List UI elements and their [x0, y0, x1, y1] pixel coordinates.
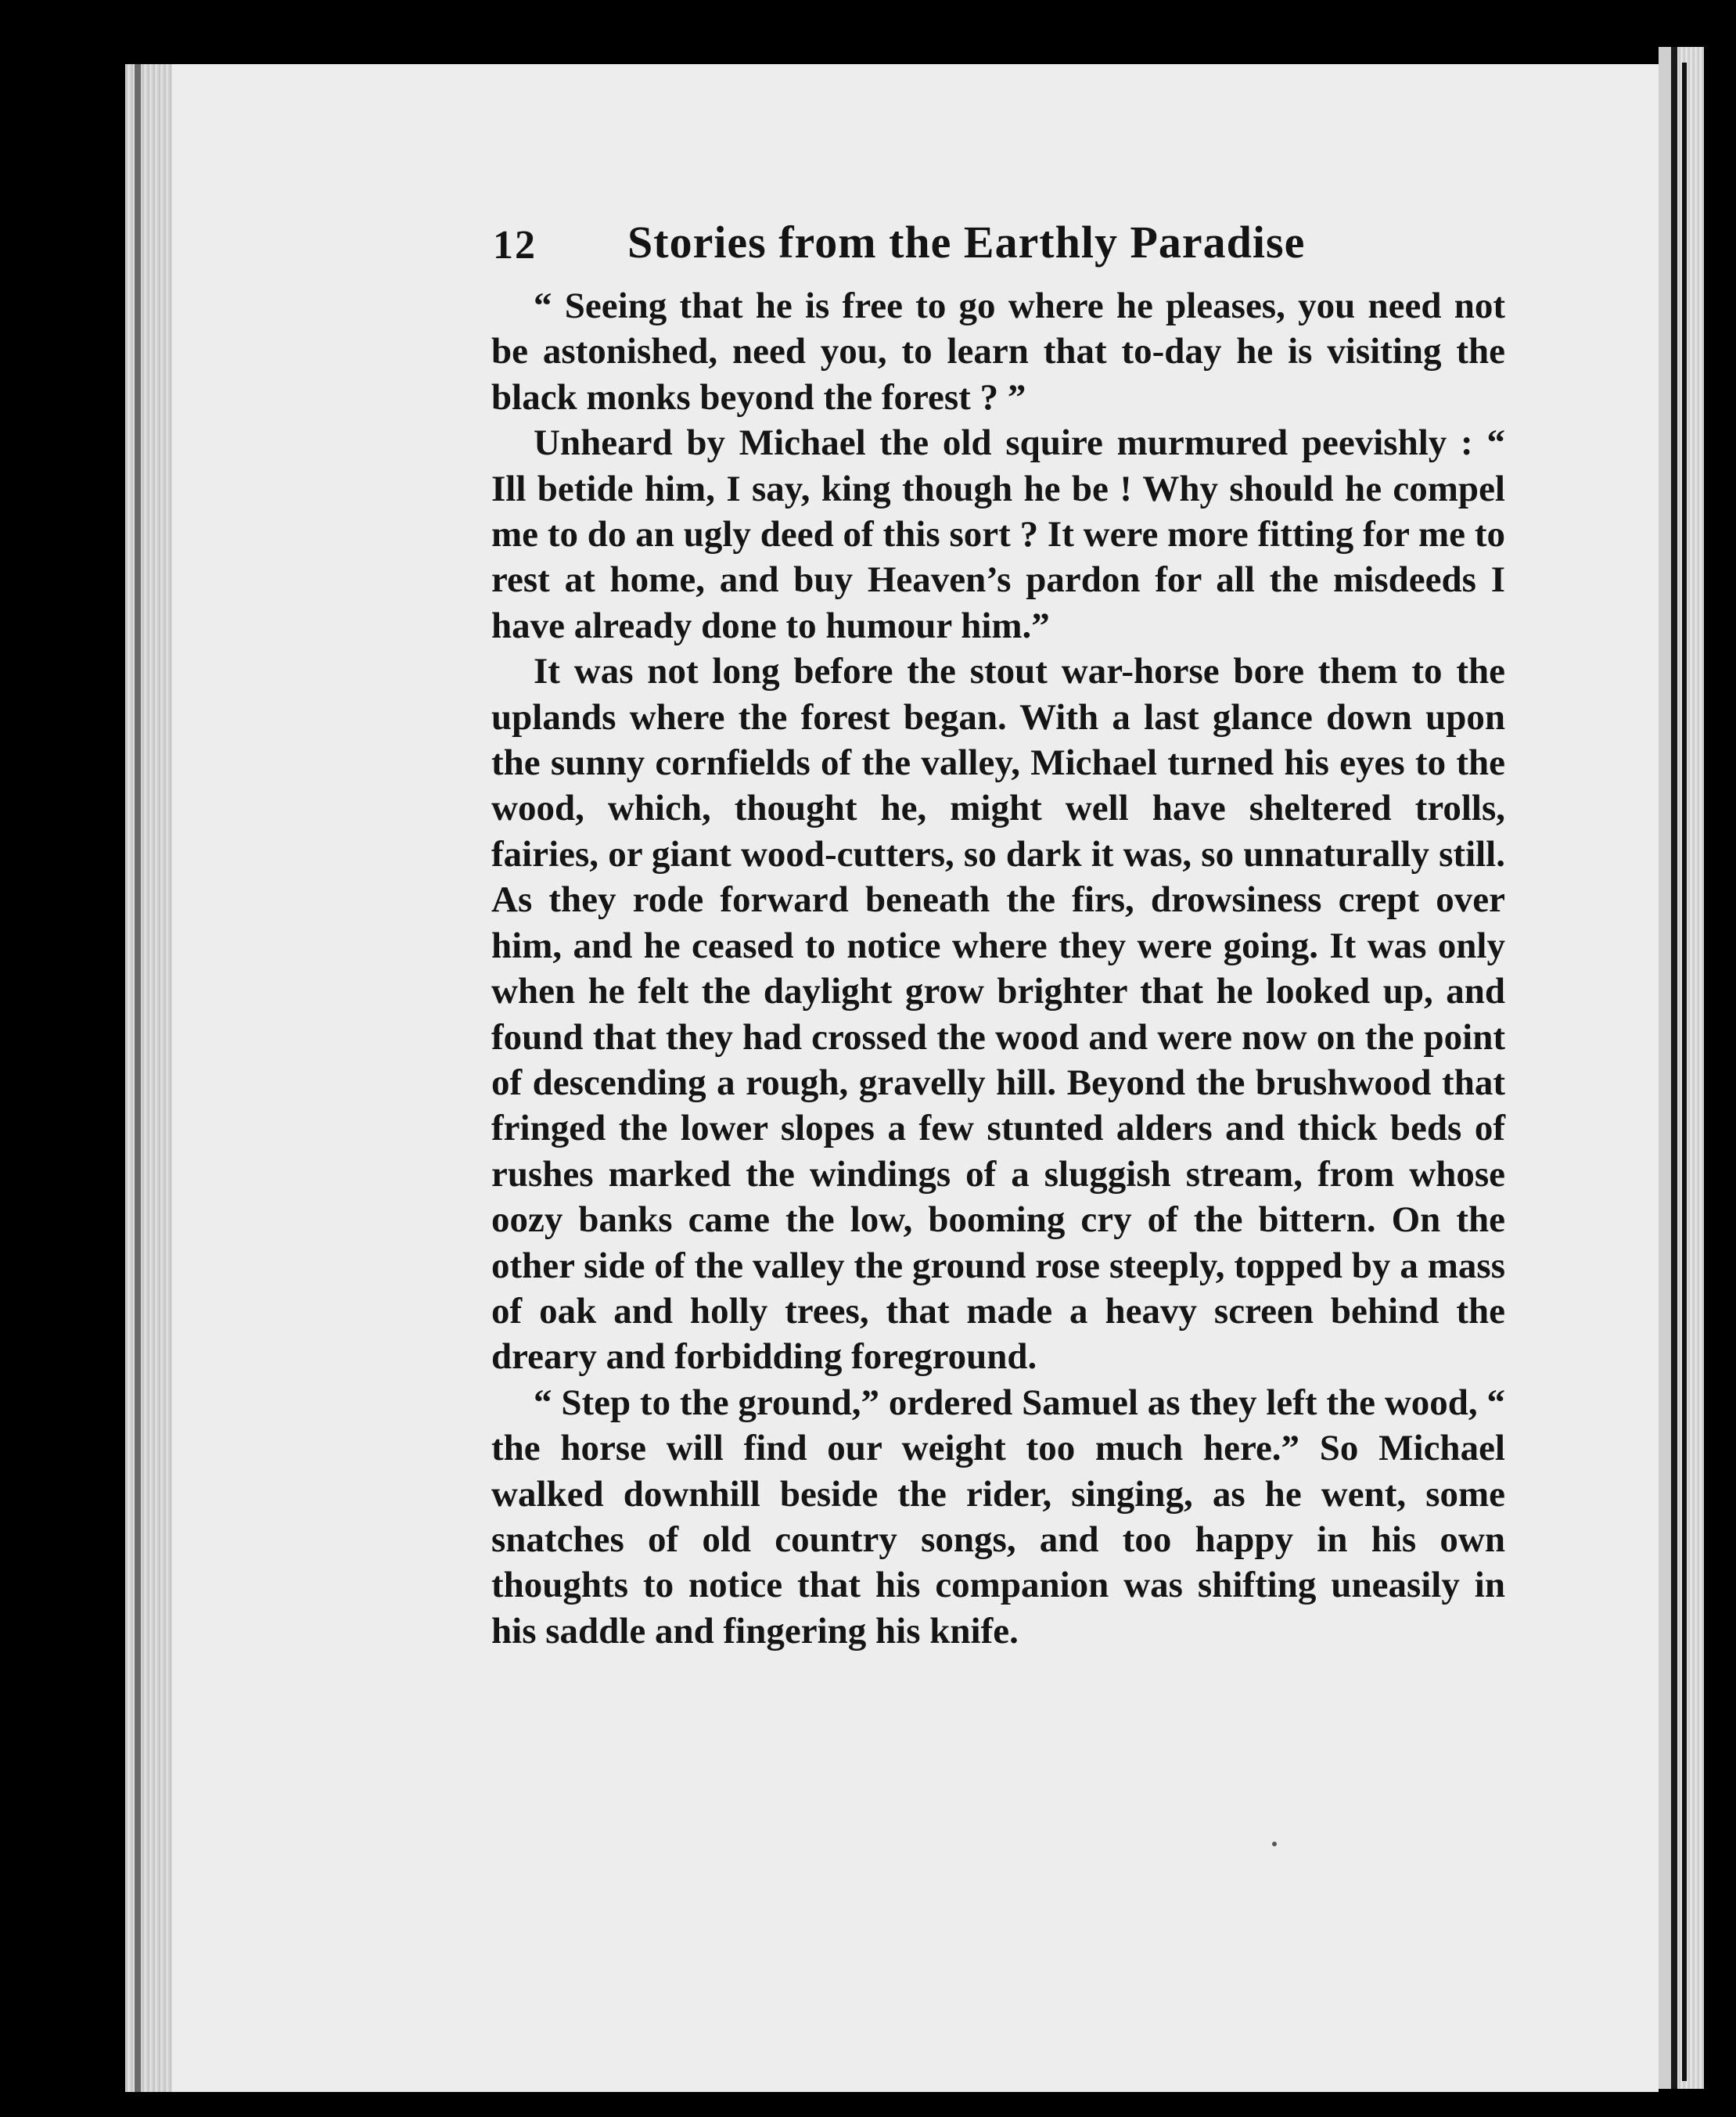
ink-speck [1272, 1842, 1277, 1846]
facing-page-edge-line [1682, 63, 1687, 2081]
paragraph: “ Step to the ground,” ordered Samuel as they left the wood, “ the horse will find our weight too much here.” So Michael walked downhill beside the rider, singing, as he went, some snatches of old country songs, and too happy in his own thoughts to notice that his companion was shifting uneasily in his saddle and fingering his knife. [491, 1382, 1505, 1652]
paragraph: Unheard by Michael the old squire murmured peevishly : “ Ill betide him, I say, king though he be ! Why should he compel me to do an ugly deed of this sort ? It were more fitting for me to rest at home, and buy Heaven’s pardon for all the misdeeds I have already done to humour him.” [491, 422, 1505, 646]
running-title: Stories from the Earthly Paradise [627, 217, 1306, 268]
page-number: 12 [493, 223, 537, 268]
spine-line [135, 64, 141, 2092]
page-header [493, 216, 1510, 279]
right-edge [1671, 47, 1677, 2089]
body-text [491, 283, 1505, 1654]
right-gutter [1659, 47, 1671, 2089]
paragraph: It was not long before the stout war-horse bore them to the uplands where the forest began. With a last glance down upon the sunny cornfields of the valley, Michael turned his eyes to the wood, which, thought he, might well have sheltered trolls, fairies, or giant wood-cutters, so dark it was, so unnaturally still. As they rode forward beneath the firs, drowsiness crept over him, and he ceased to notice where they were going. It was only when he felt the daylight grow brighter that he looked up, and found that they had crossed the wood and were now on the point of descending a rough, gravelly hill. Beyond the brushwood that fringed the lower slopes a few stunted alders and thick beds of rushes marked the windings of a sluggish stream, from whose oozy banks came the low, booming cry of the bittern. On the other side of the valley the ground rose steeply, topped by a mass of oak and holly trees, that made a heavy screen behind the dreary and forbidding foreground. [491, 651, 1505, 1378]
paragraph: “ Seeing that he is free to go where he pleases, you need not be astonished, need you, to learn that to-day he is visiting the black monks beyond the forest ? ” [491, 286, 1505, 418]
page-edge-left [125, 64, 172, 2092]
